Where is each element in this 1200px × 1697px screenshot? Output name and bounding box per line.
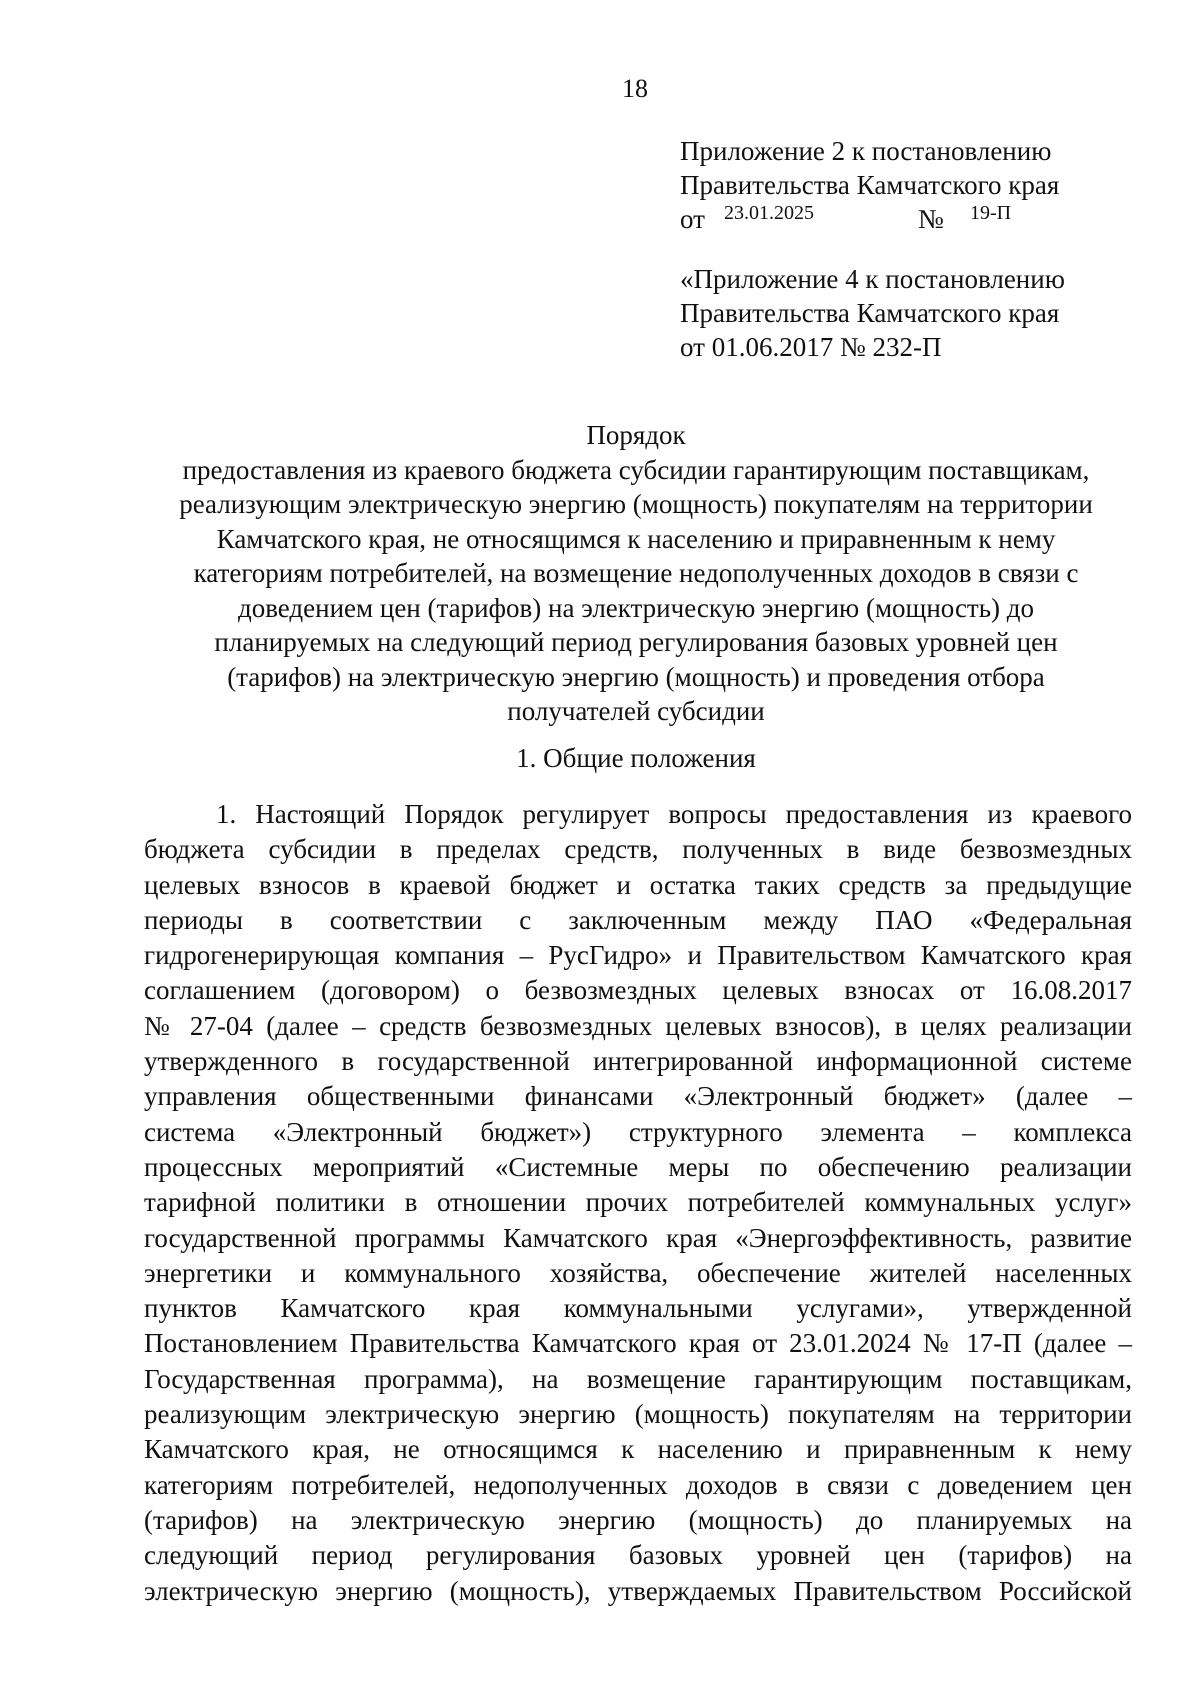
paragraph-line: пунктов Камчатского края коммунальными услугами», утвержденной <box>144 1293 1132 1324</box>
paragraph-line: целевых взносов в краевой бюджет и остатка таких средств за предыдущие <box>144 869 1132 900</box>
title-line: доведением цен (тарифов) на электрическую энергию (мощность) до <box>237 592 1035 623</box>
title-line: получателей субсидии <box>507 696 765 726</box>
paragraph-line: электрическую энергию (мощность), утверждаемых Правительством Российской <box>144 1575 1132 1606</box>
paragraph-line: система «Электронный бюджет») структурного элемента – комплекса <box>144 1116 1132 1147</box>
paragraph-line: периоды в соответствии с заключенным между ПАО «Федеральная <box>144 904 1132 935</box>
paragraph-line: 1. Настоящий Порядок регулирует вопросы предоставления из краевого <box>216 799 1132 829</box>
appendix-original-line3: от 01.06.2017 № 232-П <box>680 332 942 362</box>
paragraph-line: управления общественными финансами «Электронный бюджет» (далее – <box>144 1081 1132 1112</box>
paragraph-line: тарифной политики в отношении прочих потребителей коммунальных услуг» <box>144 1187 1132 1218</box>
paragraph-line: категориям потребителей, недополученных доходов в связи с доведением цен <box>144 1469 1132 1500</box>
title-line: предоставления из краевого бюджета субсидии гарантирующим поставщикам, <box>182 454 1090 485</box>
paragraph-line: Постановлением Правительства Камчатского края от 23.01.2024 № 17-П (далее – <box>144 1328 1132 1359</box>
title-line: Камчатского края, не относящимся к населению и приравненным к нему <box>216 523 1056 554</box>
section-heading: 1. Общие положения <box>516 743 756 773</box>
paragraph-line: № 27-04 (далее – средств безвозмездных целевых взносов), в целях реализации <box>144 1010 1132 1041</box>
paragraph-1 <box>144 797 1132 1609</box>
appendix-current-line1: Приложение 2 к постановлению <box>680 136 1052 166</box>
appendix-current-line2: Правительства Камчатского края <box>680 170 1060 200</box>
paragraph-line: реализующим электрическую энергию (мощность) покупателям на территории <box>144 1399 1132 1430</box>
paragraph-line: следующий период регулирования базовых уровней цен (тарифов) на <box>144 1540 1132 1571</box>
appendix-current-header <box>680 134 1059 236</box>
paragraph-line: государственной программы Камчатского края «Энергоэффективность, развитие <box>144 1222 1132 1253</box>
title-line: категориям потребителей, на возмещение недополученных доходов в связи с <box>193 558 1079 588</box>
page-number: 18 <box>622 74 648 103</box>
paragraph-line: энергетики и коммунального хозяйства, обеспечение жителей населенных <box>144 1257 1132 1288</box>
title-line: реализующим электрическую энергию (мощность) покупателям на территории <box>179 489 1093 519</box>
paragraph-line: соглашением (договором) о безвозмездных целевых взносах от 16.08.2017 <box>144 975 1132 1006</box>
appendix-original-line2: Правительства Камчатского края <box>680 298 1060 328</box>
document-title <box>140 418 1132 729</box>
number-label: № <box>918 204 944 234</box>
paragraph-line: утвержденного в государственной интегрированной информационной системе <box>144 1046 1132 1077</box>
resolution-number: 19-П <box>970 202 1012 224</box>
title-line: (тарифов) на электрическую энергию (мощность) и проведения отбора <box>227 661 1045 692</box>
paragraph-line: гидрогенерирующая компания – РусГидро» и Правительством Камчатского края <box>144 940 1132 971</box>
resolution-date: 23.01.2025 <box>724 202 814 224</box>
paragraph-line: (тарифов) на электрическую энергию (мощность) до планируемых на <box>144 1504 1132 1535</box>
paragraph-line: Государственная программа), на возмещение гарантирующим поставщикам, <box>144 1363 1132 1394</box>
appendix-original-line1: «Приложение 4 к постановлению <box>680 264 1065 294</box>
from-label: от <box>680 204 705 234</box>
title-line: планируемых на следующий период регулирования базовых уровней цен <box>214 627 1058 657</box>
appendix-original-header <box>680 262 1065 364</box>
paragraph-line: процессных мероприятий «Системные меры по обеспечению реализации <box>144 1151 1132 1182</box>
title-heading: Порядок <box>586 420 686 450</box>
paragraph-line: Камчатского края, не относящимся к населению и приравненным к нему <box>144 1434 1132 1465</box>
paragraph-line: бюджета субсидии в пределах средств, полученных в виде безвозмездных <box>144 834 1132 865</box>
appendix-current-date-row <box>680 202 1059 236</box>
